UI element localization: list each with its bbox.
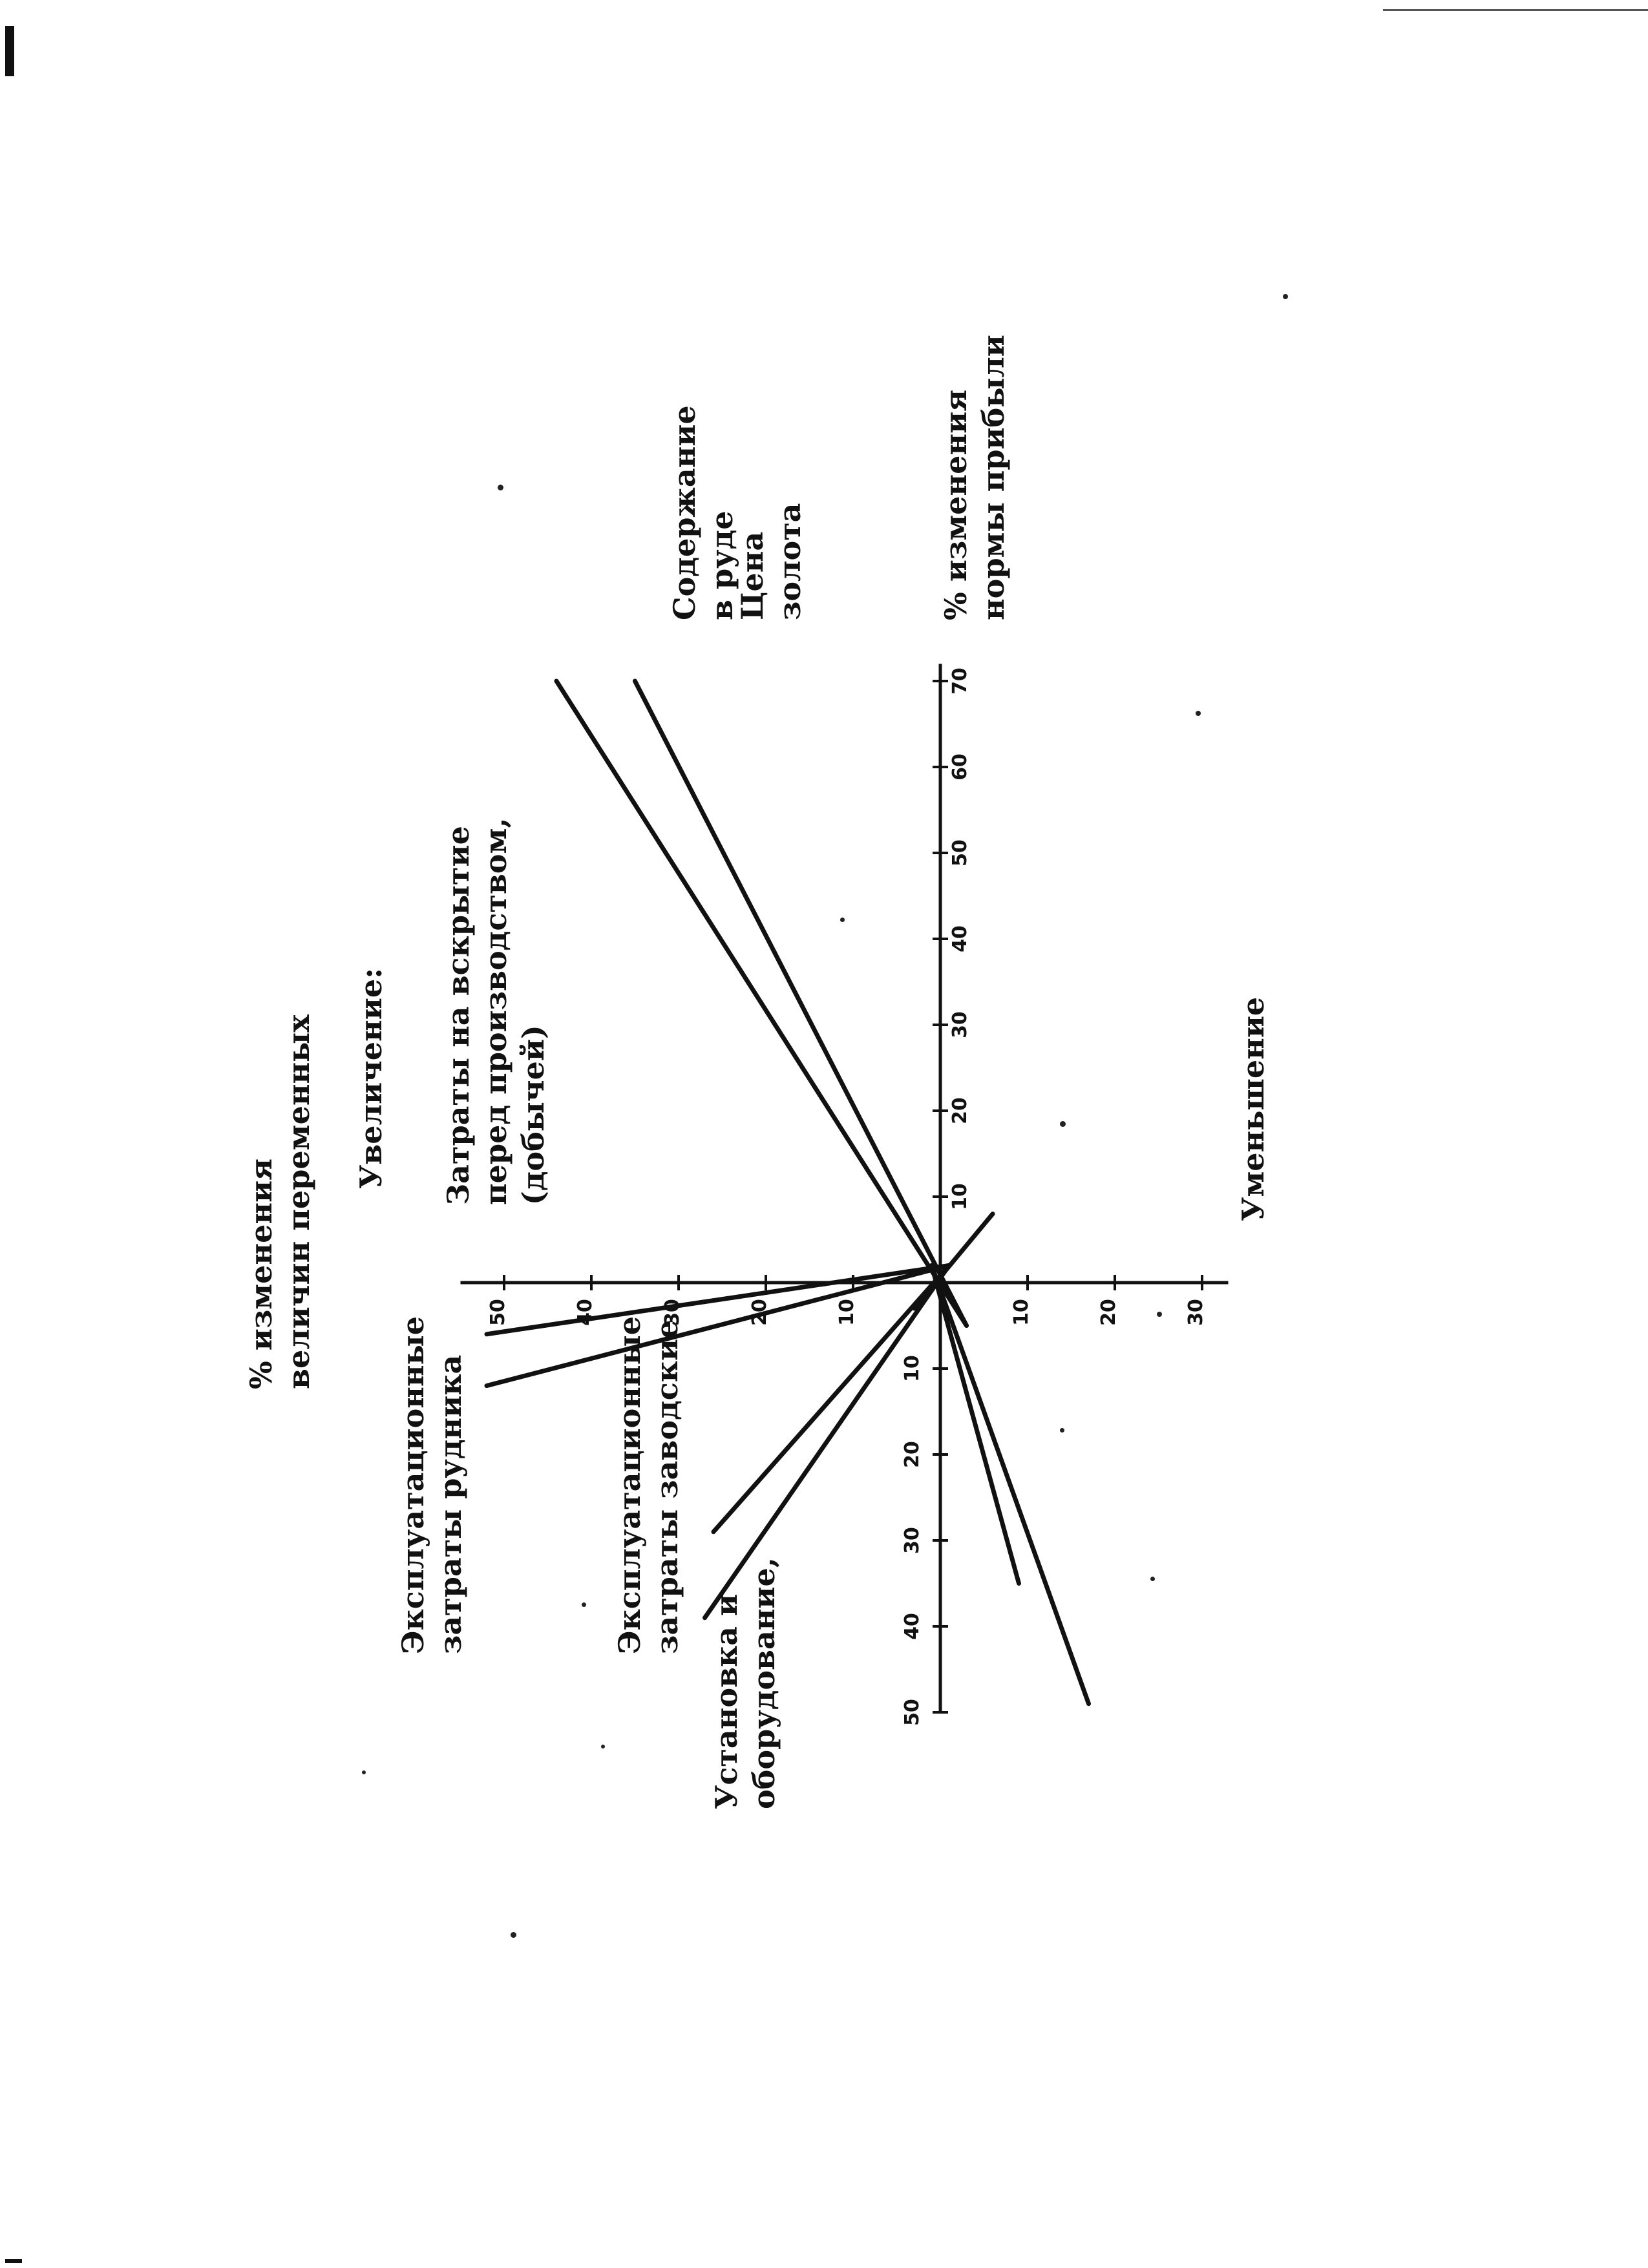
series-label-gold-price-line1: Цена — [735, 531, 770, 620]
x-tick-pos-label: 30 — [949, 1011, 971, 1038]
x-tick-neg-label: 50 — [901, 1699, 924, 1726]
series-label-plant-costs-line1: Эксплуатационные — [612, 1316, 647, 1654]
scan-speck — [1150, 1577, 1155, 1581]
series-label-mine-costs-line1: Эксплуатационные — [396, 1316, 430, 1654]
axes — [461, 664, 1229, 1712]
x-axis-title-line2: нормы прибыли — [976, 335, 1011, 620]
increase-label: Увеличение: — [354, 967, 388, 1189]
scan-speck — [1060, 1121, 1066, 1127]
y-axis-title-line2: величин переменных — [281, 1014, 316, 1389]
series-label-ore-grade-line1: Содержание — [667, 405, 702, 620]
y-tick-pos-label: 50 — [487, 1299, 509, 1326]
x-tick-neg-label: 10 — [901, 1355, 924, 1382]
scan-speck — [840, 918, 845, 922]
x-tick-neg-label: 20 — [901, 1441, 924, 1468]
series-label-mine-costs-line2: затраты рудника — [433, 1354, 468, 1654]
series-label-equipment-line2: оборудование, — [746, 1557, 781, 1809]
series-line-2 — [635, 681, 967, 1326]
series-label-stripping-line1: Затраты на вскрытие — [441, 826, 476, 1205]
series-label-gold-price-line2: золота — [772, 503, 807, 620]
y-axis-title-line1: % изменения — [244, 1158, 279, 1389]
y-tick-pos-label: 10 — [836, 1299, 858, 1326]
scan-speck — [1283, 294, 1288, 299]
series-label-plant-costs-line2: затраты заводские — [650, 1319, 684, 1654]
x-axis-title-line1: % изменения — [938, 389, 973, 620]
y-tick-neg-label: 20 — [1097, 1299, 1120, 1326]
scan-speck — [1196, 711, 1201, 716]
series-lines — [487, 681, 1089, 1704]
x-tick-neg-label: 30 — [901, 1527, 924, 1554]
series-label-stripping-line2: перед производством, — [478, 817, 513, 1205]
series-label-equipment-line1: Установка и — [709, 1593, 744, 1809]
scan-speck — [511, 1932, 516, 1938]
series-line-1 — [556, 681, 967, 1326]
y-tick-neg-label: 30 — [1185, 1299, 1207, 1326]
series-label-stripping-line3: (добычей) — [516, 1025, 551, 1205]
scan-speck — [1157, 1312, 1162, 1317]
y-tick-pos-label: 20 — [748, 1299, 771, 1326]
decrease-label: Уменьшение — [1236, 996, 1271, 1221]
x-tick-pos-label: 70 — [949, 667, 971, 695]
x-tick-pos-label: 50 — [949, 839, 971, 866]
series-line-8 — [932, 1265, 1019, 1583]
x-tick-pos-label: 60 — [949, 753, 971, 781]
x-tick-neg-label: 40 — [901, 1613, 924, 1640]
x-tick-pos-label: 20 — [949, 1097, 971, 1124]
y-tick-pos-label: 30 — [661, 1299, 684, 1326]
scan-speck — [362, 1770, 366, 1774]
x-tick-pos-label: 10 — [949, 1183, 971, 1210]
series-line-9 — [932, 1265, 1089, 1703]
x-tick-pos-label: 40 — [949, 925, 971, 952]
scan-speck — [601, 1745, 605, 1748]
chart-labels — [244, 335, 1271, 1809]
series-label-ore-grade-line2: в руде — [704, 510, 739, 620]
scan-speck — [1060, 1428, 1064, 1433]
scan-speck — [582, 1602, 586, 1607]
axis-ticks — [487, 667, 1207, 1726]
scan-speck — [498, 485, 503, 490]
y-tick-pos-label: 40 — [574, 1299, 597, 1326]
y-tick-neg-label: 10 — [1010, 1299, 1033, 1326]
